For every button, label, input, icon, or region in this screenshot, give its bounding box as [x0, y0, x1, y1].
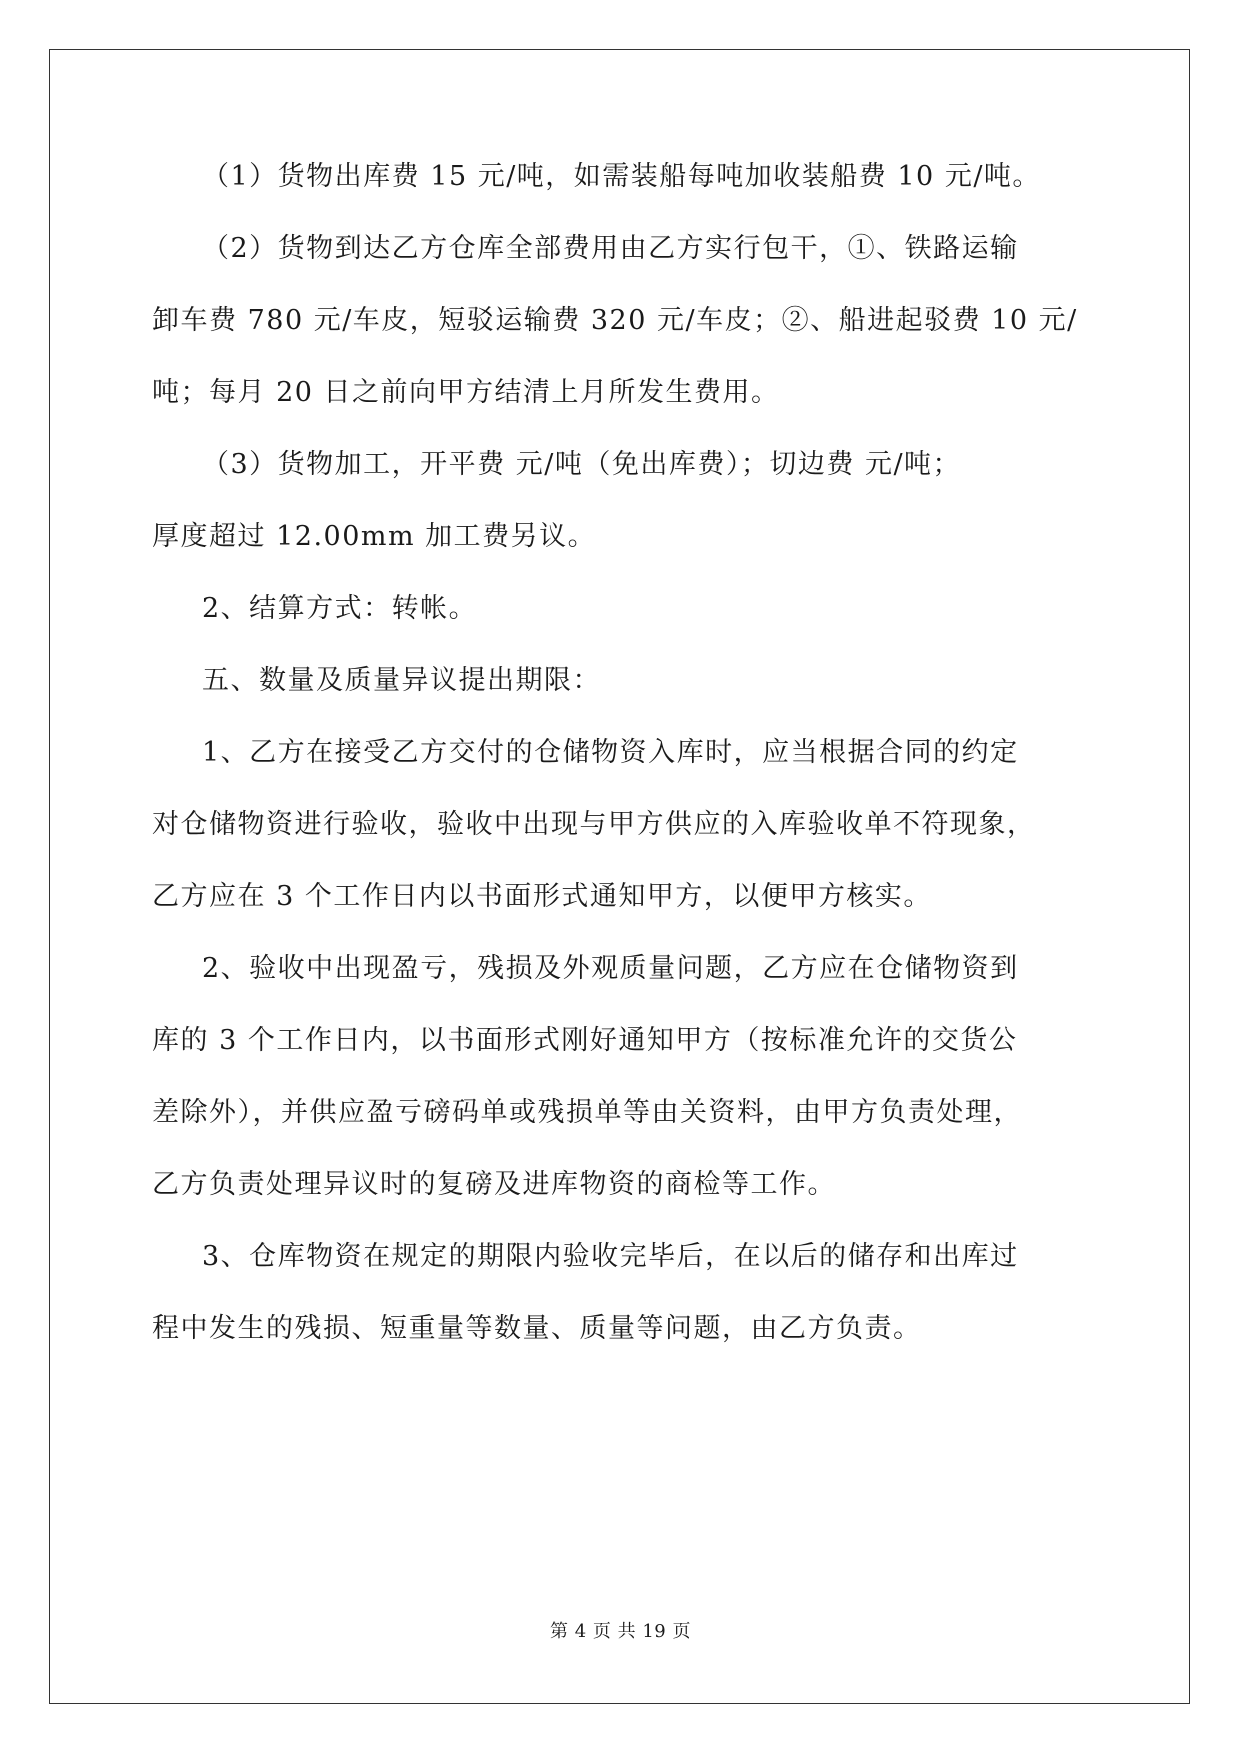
- paragraph-line: 差除外），并供应盈亏磅码单或残损单等由关资料，由甲方负责处理，: [152, 1097, 1022, 1128]
- section-heading: 五、数量及质量异议提出期限：: [202, 665, 601, 696]
- paragraph-line: 厚度超过 12.00mm 加工费另议。: [152, 521, 597, 552]
- paragraph-line: 3、仓库物资在规定的期限内验收完毕后，在以后的储存和出库过: [202, 1241, 1019, 1272]
- paragraph-line: 1、乙方在接受乙方交付的仓储物资入库时，应当根据合同的约定: [202, 737, 1019, 768]
- paragraph-line: （2）货物到达乙方仓库全部费用由乙方实行包干，①、铁路运输: [202, 233, 1019, 264]
- paragraph-line: 吨；每月 20 日之前向甲方结清上月所发生费用。: [152, 377, 780, 408]
- paragraph-line: 卸车费 780 元/车皮，短驳运输费 320 元/车皮；②、船进起驳费 10 元/: [152, 305, 1078, 336]
- paragraph-line: 乙方负责处理异议时的复磅及进库物资的商检等工作。: [152, 1169, 836, 1200]
- page-number-footer: 第 4 页 共 19 页: [550, 1621, 691, 1642]
- page-border: [49, 49, 1190, 1704]
- paragraph-line: 对仓储物资进行验收，验收中出现与甲方供应的入库验收单不符现象，: [152, 809, 1036, 840]
- paragraph-line: 乙方应在 3 个工作日内以书面形式通知甲方，以便甲方核实。: [152, 881, 932, 912]
- paragraph-line: （3）货物加工，开平费 元/吨（免出库费）；切边费 元/吨；: [202, 449, 962, 480]
- paragraph-line: 程中发生的残损、短重量等数量、质量等问题，由乙方负责。: [152, 1313, 922, 1344]
- paragraph-line: 2、验收中出现盈亏，残损及外观质量问题，乙方应在仓储物资到: [202, 953, 1019, 984]
- paragraph-line: 库的 3 个工作日内，以书面形式刚好通知甲方（按标准允许的交货公: [152, 1025, 1018, 1056]
- paragraph-line: （1）货物出库费 15 元/吨，如需装船每吨加收装船费 10 元/吨。: [202, 161, 1041, 192]
- paragraph-line: 2、结算方式：转帐。: [202, 593, 478, 624]
